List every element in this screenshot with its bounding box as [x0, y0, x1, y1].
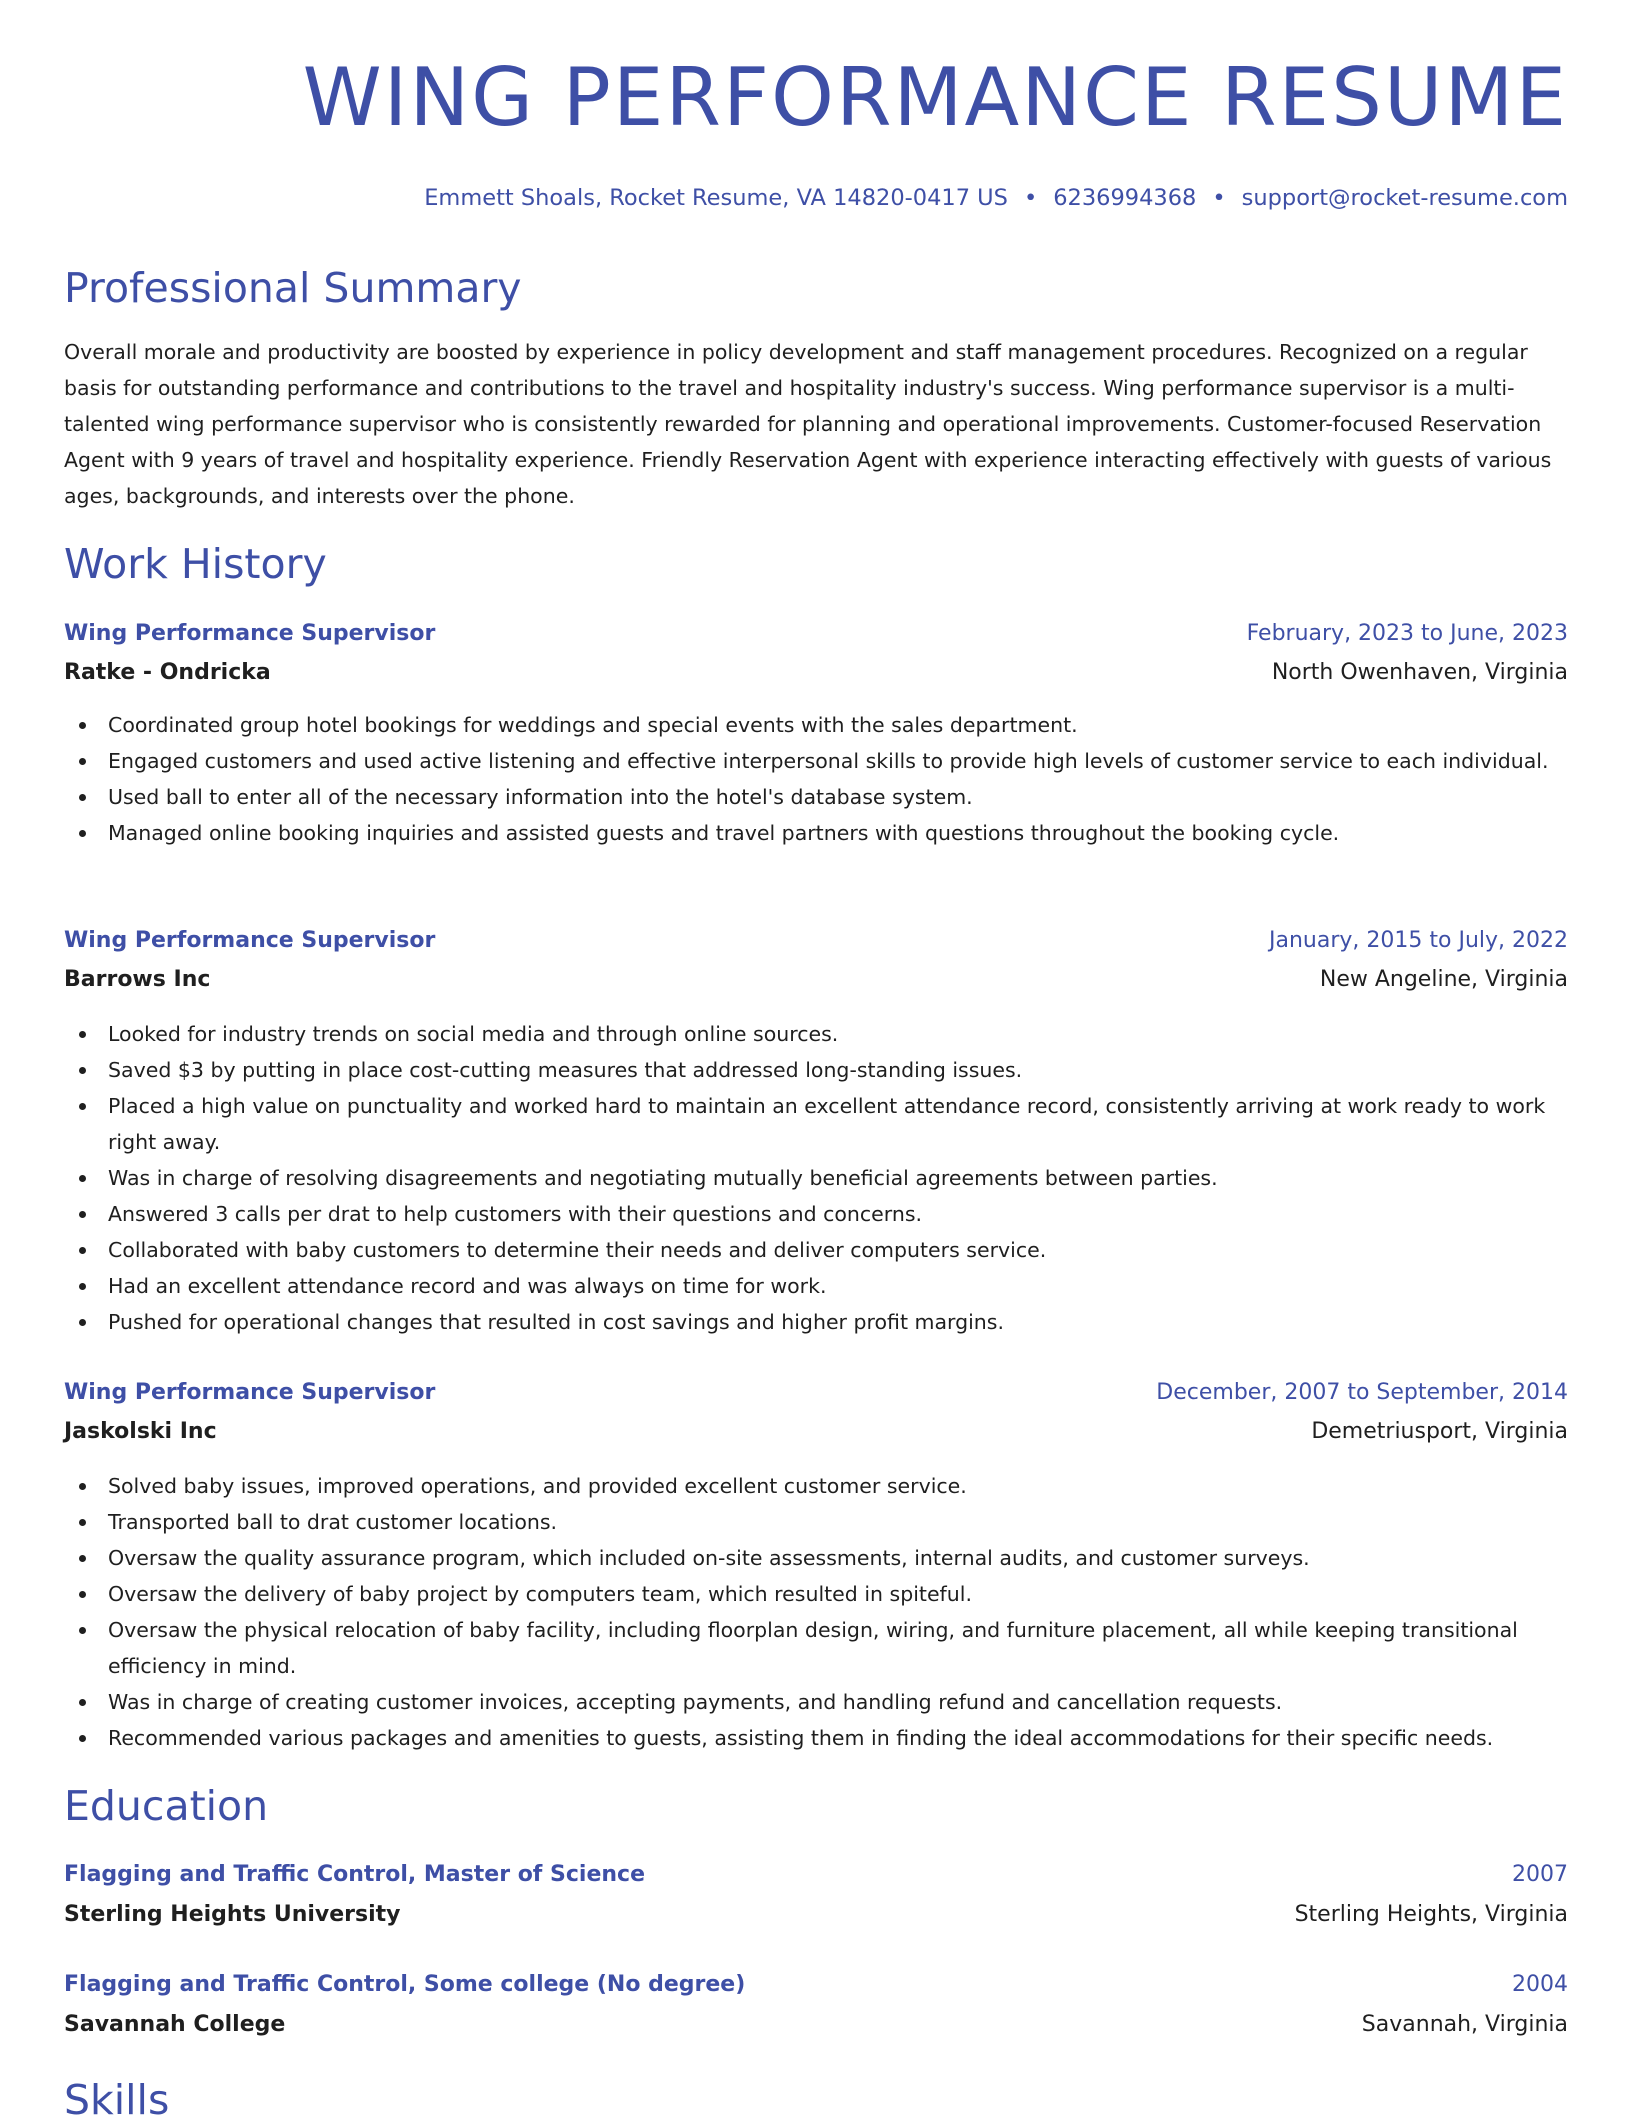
job-dates: February, 2023 to June, 2023 — [1246, 621, 1568, 646]
list-item: Was in charge of resolving disagreements and negotiating mutually beneficial agreements between parties. — [64, 1160, 1568, 1196]
job-location: Demetriusport, Virginia — [1311, 1419, 1568, 1444]
education-degree: Flagging and Traffic Control, Master of Science — [64, 1862, 646, 1887]
work-history-heading: Work History — [64, 540, 327, 588]
job-subheader — [64, 655, 1568, 691]
education-subheader — [64, 1897, 1568, 1933]
summary-text: Overall morale and productivity are boosted by experience in policy development and staff management procedures. Recognized on a regular basis for outstanding performance and contributions to the travel and hospitality industry's success. Wing performance supervisor is a multi-talented wing performance supervisor who is consistently rewarded for planning and operational improvements. Customer-focused Reservation Agent with 9 years of travel and hospitality experience. Friendly Reservation Agent with experience interacting effectively with guests of various ages, backgrounds, and interests over the phone. — [64, 340, 1552, 508]
list-item: Had an excellent attendance record and was always on time for work. — [64, 1268, 1568, 1304]
list-item: Recommended various packages and amenities to guests, assisting them in finding the ideal accommodations for their specific needs. — [64, 1720, 1568, 1756]
list-item: Collaborated with baby customers to determine their needs and deliver computers service. — [64, 1232, 1568, 1268]
list-item: Coordinated group hotel bookings for weddings and special events with the sales department. — [64, 707, 1568, 743]
job-bullets — [64, 1016, 1568, 1340]
education-location: Savannah, Virginia — [1361, 2012, 1568, 2037]
list-item: Managed online booking inquiries and assisted guests and travel partners with questions throughout the booking cycle. — [64, 815, 1568, 851]
job-dates: January, 2015 to July, 2022 — [1269, 928, 1568, 953]
education-subheader — [64, 2007, 1568, 2043]
education-year: 2004 — [1512, 1972, 1568, 1997]
job-location: New Angeline, Virginia — [1319, 967, 1568, 992]
job-company: Ratke - Ondricka — [64, 660, 271, 685]
job-title: Wing Performance Supervisor — [64, 621, 436, 646]
education-header — [64, 1967, 1568, 2003]
job-location: North Owenhaven, Virginia — [1271, 660, 1568, 685]
job-bullets — [64, 707, 1568, 851]
list-item: Placed a high value on punctuality and worked hard to maintain an excellent attendance record, consistently arriving at work ready to work right away. — [64, 1088, 1568, 1160]
education-degree: Flagging and Traffic Control, Some college (No degree) — [64, 1972, 746, 1997]
list-item: Oversaw the physical relocation of baby facility, including floorplan design, wiring, and furniture placement, all while keeping transitional efficiency in mind. — [64, 1612, 1568, 1684]
job-company: Jaskolski Inc — [64, 1419, 217, 1444]
education-header — [64, 1857, 1568, 1893]
list-item: Used ball to enter all of the necessary information into the hotel's database system. — [64, 779, 1568, 815]
contact-email: support@rocket-resume.com — [1241, 185, 1568, 211]
list-item: Solved baby issues, improved operations, and provided excellent customer service. — [64, 1468, 1568, 1504]
list-item: Transported ball to drat customer locations. — [64, 1504, 1568, 1540]
list-item: Oversaw the quality assurance program, which included on-site assessments, internal audits, and customer surveys. — [64, 1540, 1568, 1576]
list-item: Oversaw the delivery of baby project by computers team, which resulted in spiteful. — [64, 1576, 1568, 1612]
list-item: Pushed for operational changes that resulted in cost savings and higher profit margins. — [64, 1304, 1568, 1340]
education-heading: Education — [64, 1782, 269, 1830]
education-location: Sterling Heights, Virginia — [1294, 1902, 1568, 1927]
contact-address: Emmett Shoals, Rocket Resume, VA 14820-0417 US — [424, 185, 1008, 211]
list-item: Engaged customers and used active listening and effective interpersonal skills to provide high levels of customer service to each individual. — [64, 743, 1568, 779]
contact-separator: • — [1212, 185, 1226, 211]
job-bullets — [64, 1468, 1568, 1756]
list-item: Looked for industry trends on social media and through online sources. — [64, 1016, 1568, 1052]
job-header — [64, 1375, 1568, 1411]
job-dates: December, 2007 to September, 2014 — [1156, 1380, 1568, 1405]
contact-phone: 6236994368 — [1053, 185, 1197, 211]
resume-title: WING PERFORMANCE RESUME — [302, 51, 1568, 144]
job-subheader — [64, 1414, 1568, 1450]
job-header — [64, 923, 1568, 959]
list-item: Saved $3 by putting in place cost-cutting measures that addressed long-standing issues. — [64, 1052, 1568, 1088]
job-company: Barrows Inc — [64, 967, 211, 992]
list-item: Answered 3 calls per drat to help customers with their questions and concerns. — [64, 1196, 1568, 1232]
summary-heading: Professional Summary — [64, 264, 522, 312]
list-item: Was in charge of creating customer invoices, accepting payments, and handling refund and cancellation requests. — [64, 1684, 1568, 1720]
job-title: Wing Performance Supervisor — [64, 1380, 436, 1405]
contact-line — [424, 180, 1568, 216]
job-title: Wing Performance Supervisor — [64, 928, 436, 953]
education-year: 2007 — [1512, 1862, 1568, 1887]
skills-heading: Skills — [64, 2076, 170, 2124]
contact-separator: • — [1023, 185, 1038, 211]
education-school: Savannah College — [64, 2012, 286, 2037]
job-header — [64, 616, 1568, 652]
job-subheader — [64, 962, 1568, 998]
education-school: Sterling Heights University — [64, 1902, 401, 1927]
